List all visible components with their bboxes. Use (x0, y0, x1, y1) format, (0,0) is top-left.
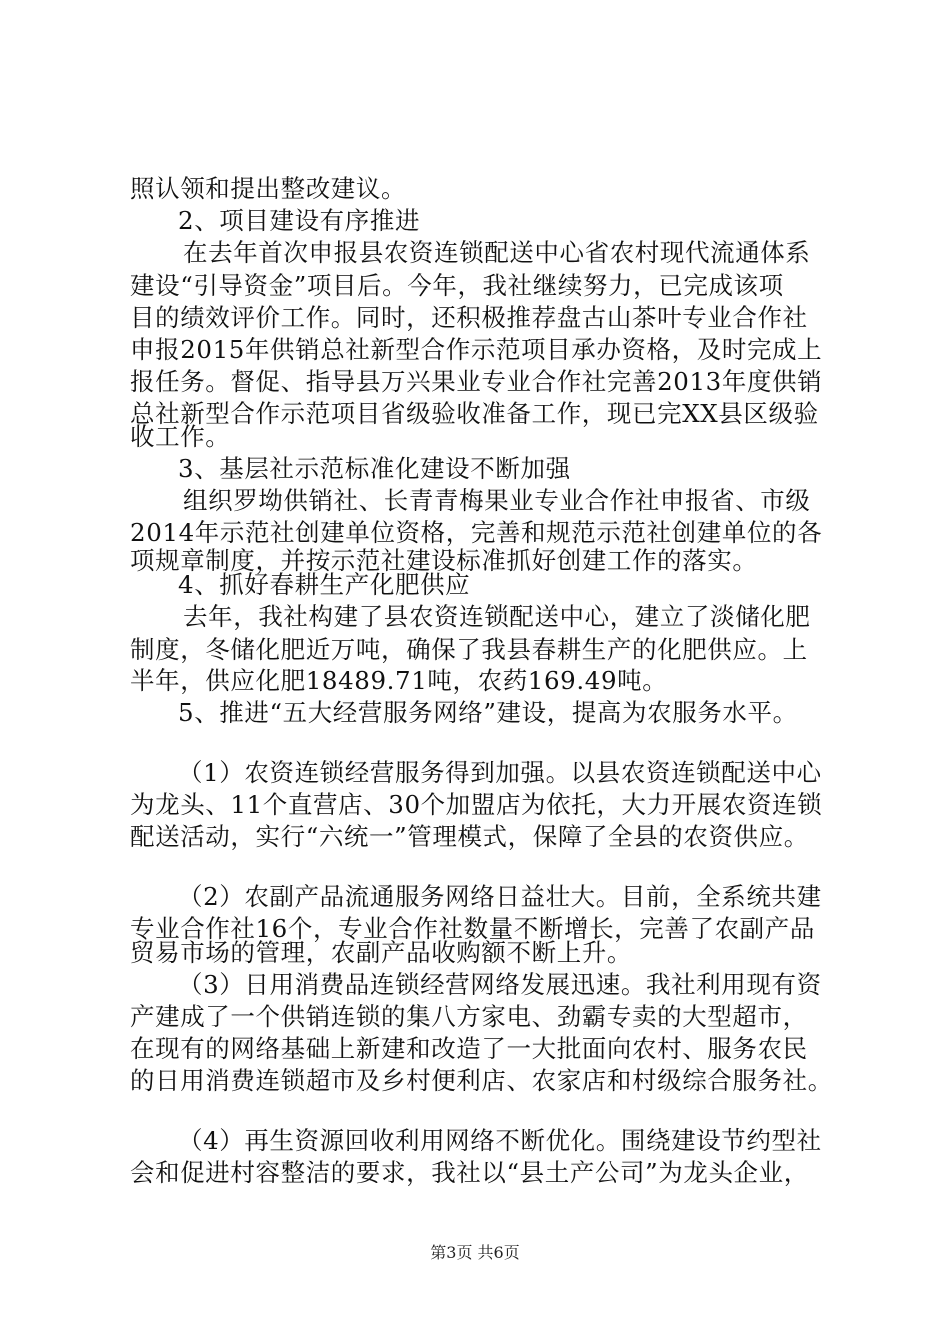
body-text-line: 组织罗坳供销社、长青青梅果业专业合作社申报省、市级 (183, 486, 811, 515)
body-text-line: 照认领和提出整改建议。 (130, 174, 407, 203)
body-text-line: （4）再生资源回收利用网络不断优化。围绕建设节约型社 (178, 1126, 822, 1155)
body-text-line: 配送活动，实行“六统一”管理模式，保障了全县的农资供应。 (130, 822, 809, 851)
body-text-line: 在去年首次申报县农资连锁配送中心省农村现代流通体系 (183, 238, 811, 267)
body-text-line: （2）农副产品流通服务网络日益壮大。目前，全系统共建 (178, 882, 822, 911)
body-text-line: 贸易市场的管理，农副产品收购额不断上升。 (130, 938, 632, 967)
body-text-line: 建设“引导资金”项目后。今年，我社继续努力，已完成该项 (130, 271, 784, 300)
page-footer: 第3页 共6页 (430, 1243, 520, 1262)
body-text-line: 半年，供应化肥18489.71吨，农药169.49吨。 (130, 666, 668, 695)
body-text-line: 会和促进村容整洁的要求，我社以“县土产公司”为龙头企业， (130, 1158, 809, 1187)
body-text-line: 专业合作社16个，专业合作社数量不断增长，完善了农副产品 (130, 914, 815, 943)
section-heading: 5、推进“五大经营服务网络”建设，提高为农服务水平。 (178, 698, 798, 727)
body-text-line: 2014年示范社创建单位资格，完善和规范示范社创建单位的各 (130, 518, 823, 547)
body-text-line: 项规章制度，并按示范社建设标准抓好创建工作的落实。 (130, 546, 758, 575)
body-text-line: （1）农资连锁经营服务得到加强。以县农资连锁配送中心 (178, 758, 822, 787)
body-text-line: 的日用消费连锁超市及乡村便利店、农家店和村级综合服务社。 (130, 1066, 833, 1095)
section-heading: 2、项目建设有序推进 (178, 206, 421, 235)
body-text-line: （3）日用消费品连锁经营网络发展迅速。我社利用现有资 (178, 970, 822, 999)
body-text-line: 在现有的网络基础上新建和改造了一大批面向农村、服务农民 (130, 1034, 808, 1063)
section-heading: 3、基层社示范标准化建设不断加强 (178, 454, 571, 483)
body-text-line: 目的绩效评价工作。同时，还积极推荐盘古山茶叶专业合作社 (130, 303, 808, 332)
body-text-line: 报任务。督促、指导县万兴果业专业合作社完善2013年度供销 (130, 367, 823, 396)
body-text-line: 为龙头、11个直营店、30个加盟店为依托，大力开展农资连锁 (130, 790, 823, 819)
body-text-line: 去年，我社构建了县农资连锁配送中心，建立了淡储化肥 (183, 602, 811, 631)
body-text-line: 总社新型合作示范项目省级验收准备工作，现已完XX县区级验 (130, 399, 819, 428)
body-text-line: 收工作。 (130, 422, 231, 451)
body-text-line: 申报2015年供销总社新型合作示范项目承办资格，及时完成上 (130, 335, 823, 364)
body-text-line: 制度，冬储化肥近万吨，确保了我县春耕生产的化肥供应。上 (130, 635, 808, 664)
body-text-line: 产建成了一个供销连锁的集八方家电、劲霸专卖的大型超市， (130, 1002, 808, 1031)
section-heading: 4、抓好春耕生产化肥供应 (178, 570, 471, 599)
